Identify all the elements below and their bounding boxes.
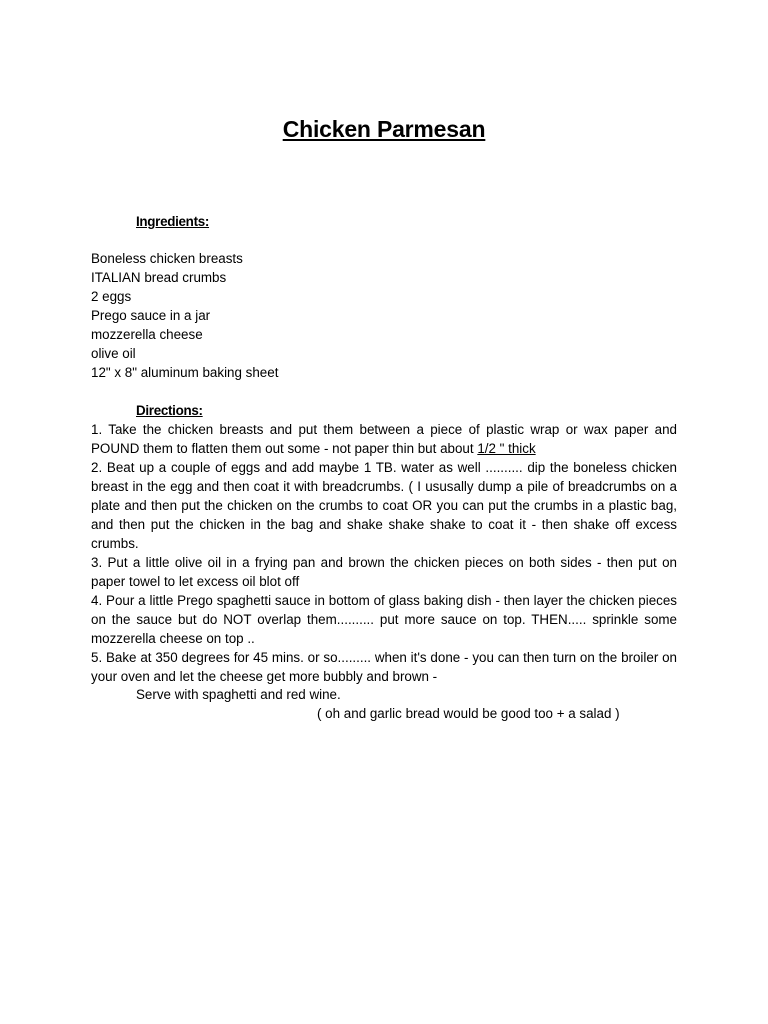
- ingredient-item: ITALIAN bread crumbs: [91, 270, 227, 285]
- ingredients-heading: Ingredients:: [136, 214, 210, 229]
- directions-heading: Directions:: [136, 403, 203, 418]
- ingredient-item: mozzerella cheese: [91, 327, 203, 342]
- direction-step: 5. Bake at 350 degrees for 45 mins. or so......... when it's done - you can then turn on the broiler on your oven and let the cheese get more bubbly and brown -: [91, 650, 677, 684]
- side-note: ( oh and garlic bread would be good too + a salad ): [317, 706, 620, 721]
- direction-step: [91, 420, 677, 458]
- ingredient-item: Prego sauce in a jar: [91, 308, 211, 323]
- thickness-note: 1/2 " thick: [477, 441, 536, 456]
- ingredient-item: 2 eggs: [91, 289, 132, 304]
- direction-step: 3. Put a little olive oil in a frying pan and brown the chicken pieces on both sides - then put on paper towel to let excess oil blot off: [91, 555, 677, 589]
- direction-step-text: 1. Take the chicken breasts and put them between a piece of plastic wrap or wax paper and POUND them to flatten them out some - not paper thin but about: [91, 422, 677, 456]
- directions-list: [91, 420, 677, 686]
- page-title: Chicken Parmesan: [282, 116, 486, 142]
- ingredients-list: [91, 249, 677, 382]
- direction-step: 4. Pour a little Prego spaghetti sauce in bottom of glass baking dish - then layer the chicken pieces on the sauce but do NOT overlap them.......... put more sauce on top. THEN..... sprinkle some mozzerella cheese on top ..: [91, 593, 677, 646]
- ingredient-item: olive oil: [91, 346, 136, 361]
- serving-note: Serve with spaghetti and red wine.: [136, 687, 341, 702]
- direction-step: 2. Beat up a couple of eggs and add maybe 1 TB. water as well .......... dip the boneless chicken breast in the egg and then coat it with breadcrumbs. ( I ususally dump a pile of breadcrumbs on a plate and then put the chicken on the crumbs to coat OR you can put the crumbs in a plastic bag, and then put the chicken in the bag and shake shake shake to coat it - then shake off excess crumbs.: [91, 460, 677, 551]
- ingredient-item: 12" x 8" aluminum baking sheet: [91, 365, 279, 380]
- ingredient-item: Boneless chicken breasts: [91, 251, 243, 266]
